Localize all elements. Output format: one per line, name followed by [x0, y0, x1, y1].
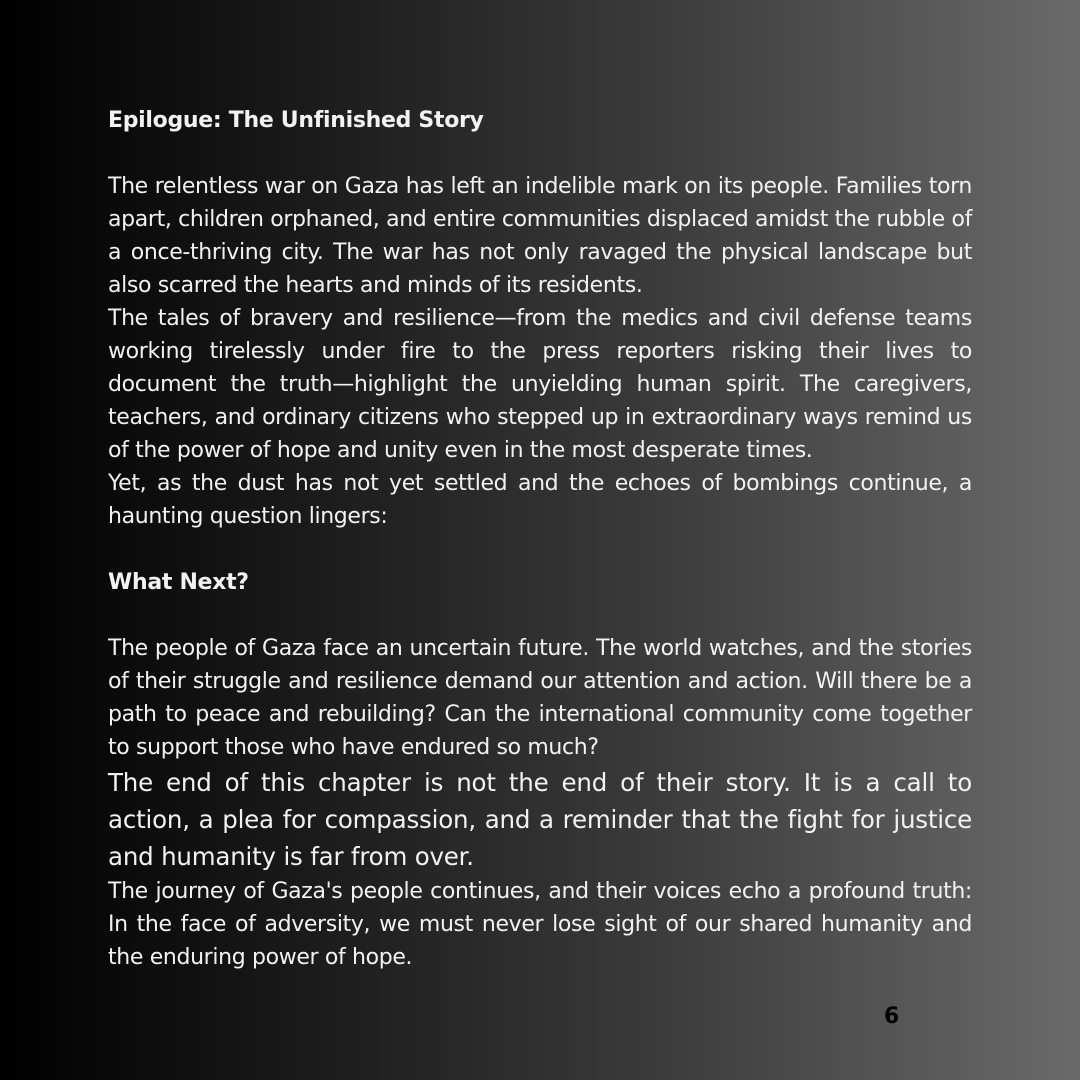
what-next-paragraph-1: The people of Gaza face an uncertain future. The world watches, and the stories of their struggle and resilience demand our attention and action. Will there be a path to peace and rebuilding? Can the international community come together to support those who have endured so much?: [108, 636, 972, 760]
epilogue-paragraph-3: Yet, as the dust has not yet settled and the echoes of bombings continue, a haunting question lingers:: [108, 471, 972, 529]
spacer: [108, 599, 972, 632]
what-next-paragraph-3: The journey of Gaza's people continues, and their voices echo a profound truth: In the face of adversity, we must never lose sight of our shared humanity and the enduring power of hope.: [108, 879, 972, 970]
epilogue-heading: Epilogue: The Unfinished Story: [108, 108, 484, 133]
spacer: [108, 533, 972, 566]
epilogue-paragraph-2: The tales of bravery and resilience—from the medics and civil defense teams working tirelessly under fire to the press reporters risking their lives to document the truth—highlight the unyielding human spirit. The caregivers, teachers, and ordinary citizens who stepped up in extraordinary ways remind us of the power of hope and unity even in the most desperate times.: [108, 306, 972, 463]
page-number: 6: [884, 1004, 900, 1029]
epilogue-paragraph-1: The relentless war on Gaza has left an indelible mark on its people. Families torn apart, children orphaned, and entire communities displaced amidst the rubble of a once-thriving city. The war has not only ravaged the physical landscape but also scarred the hearts and minds of its residents.: [108, 174, 972, 298]
spacer: [108, 137, 972, 170]
what-next-heading: What Next?: [108, 570, 249, 595]
page-content: [108, 104, 972, 974]
what-next-paragraph-2: The end of this chapter is not the end of their story. It is a call to action, a plea for compassion, and a reminder that the fight for justice and humanity is far from over.: [108, 768, 972, 871]
